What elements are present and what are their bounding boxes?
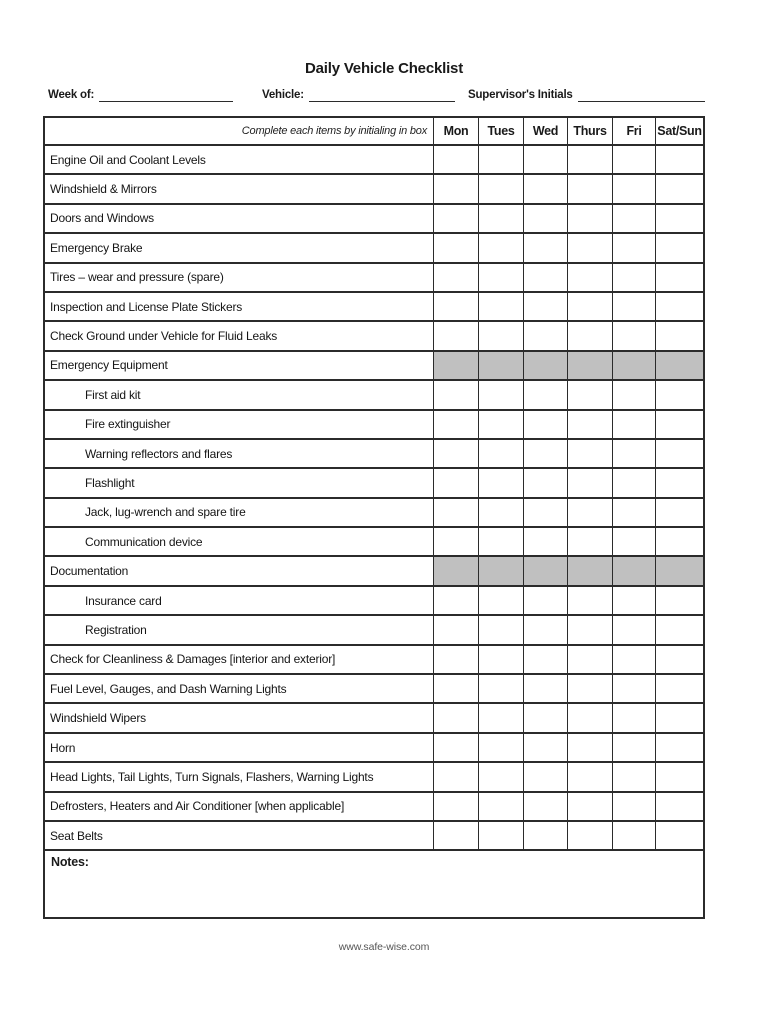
- row-label: Seat Belts: [45, 820, 433, 849]
- initial-box-tues[interactable]: [478, 526, 523, 555]
- initial-box-fri[interactable]: [612, 467, 655, 496]
- category-shaded-cell-thurs: [567, 350, 612, 379]
- initial-box-mon[interactable]: [433, 702, 478, 731]
- row-label: Warning reflectors and flares: [45, 438, 433, 467]
- initial-box-fri[interactable]: [612, 585, 655, 614]
- row-label: Emergency Brake: [45, 232, 433, 261]
- initial-box-sat-sun[interactable]: [655, 291, 703, 320]
- row-label: First aid kit: [45, 379, 433, 408]
- row-label: Flashlight: [45, 467, 433, 496]
- initial-box-mon[interactable]: [433, 379, 478, 408]
- initial-box-wed[interactable]: [523, 232, 567, 261]
- week-of-input[interactable]: [99, 87, 233, 102]
- initial-box-thurs[interactable]: [567, 497, 612, 526]
- initial-box-thurs[interactable]: [567, 203, 612, 232]
- initial-box-wed[interactable]: [523, 262, 567, 291]
- initial-box-wed[interactable]: [523, 732, 567, 761]
- category-shaded-cell-thurs: [567, 555, 612, 584]
- initial-box-thurs[interactable]: [567, 673, 612, 702]
- initial-box-mon[interactable]: [433, 291, 478, 320]
- initial-box-sat-sun[interactable]: [655, 409, 703, 438]
- initial-box-sat-sun[interactable]: [655, 497, 703, 526]
- initial-box-tues[interactable]: [478, 614, 523, 643]
- initial-box-sat-sun[interactable]: [655, 614, 703, 643]
- initial-box-mon[interactable]: [433, 320, 478, 349]
- category-shaded-cell-tues: [478, 350, 523, 379]
- footer-url: www.safe-wise.com: [338, 941, 430, 953]
- field-week-of: [48, 87, 233, 102]
- initial-box-tues[interactable]: [478, 144, 523, 173]
- initial-box-thurs[interactable]: [567, 291, 612, 320]
- initial-box-mon[interactable]: [433, 467, 478, 496]
- initial-box-fri[interactable]: [612, 497, 655, 526]
- initial-box-mon[interactable]: [433, 203, 478, 232]
- initial-box-thurs[interactable]: [567, 262, 612, 291]
- initial-box-mon[interactable]: [433, 497, 478, 526]
- row-label: Check Ground under Vehicle for Fluid Leaks: [45, 320, 433, 349]
- page-title: Daily Vehicle Checklist: [305, 60, 463, 77]
- initial-box-thurs[interactable]: [567, 526, 612, 555]
- day-header-mon: Mon: [433, 118, 478, 144]
- initial-box-thurs[interactable]: [567, 585, 612, 614]
- row-label: Defrosters, Heaters and Air Conditioner [when applicable]: [45, 791, 433, 820]
- initial-box-tues[interactable]: [478, 467, 523, 496]
- row-label: Horn: [45, 732, 433, 761]
- initial-box-wed[interactable]: [523, 702, 567, 731]
- notes-label: Notes:: [51, 855, 89, 870]
- initial-box-thurs[interactable]: [567, 791, 612, 820]
- initial-box-mon[interactable]: [433, 820, 478, 849]
- row-label: Head Lights, Tail Lights, Turn Signals, Flashers, Warning Lights: [45, 761, 433, 790]
- initial-box-wed[interactable]: [523, 526, 567, 555]
- initial-box-tues[interactable]: [478, 173, 523, 202]
- row-label: Communication device: [45, 526, 433, 555]
- initial-box-thurs[interactable]: [567, 702, 612, 731]
- initial-box-wed[interactable]: [523, 203, 567, 232]
- initial-box-fri[interactable]: [612, 820, 655, 849]
- initial-box-tues[interactable]: [478, 320, 523, 349]
- day-header-thurs: Thurs: [567, 118, 612, 144]
- initial-box-wed[interactable]: [523, 409, 567, 438]
- initial-box-tues[interactable]: [478, 761, 523, 790]
- day-header-sat-sun: Sat/Sun: [655, 118, 703, 144]
- initial-box-tues[interactable]: [478, 732, 523, 761]
- supervisor-initials-input[interactable]: [578, 87, 705, 102]
- initial-box-fri[interactable]: [612, 673, 655, 702]
- category-shaded-cell-wed: [523, 555, 567, 584]
- initial-box-tues[interactable]: [478, 673, 523, 702]
- initial-box-fri[interactable]: [612, 144, 655, 173]
- initial-box-sat-sun[interactable]: [655, 173, 703, 202]
- initial-box-fri[interactable]: [612, 262, 655, 291]
- initial-box-wed[interactable]: [523, 673, 567, 702]
- row-label: Windshield Wipers: [45, 702, 433, 731]
- initial-box-wed[interactable]: [523, 467, 567, 496]
- initial-box-fri[interactable]: [612, 791, 655, 820]
- initial-box-fri[interactable]: [612, 291, 655, 320]
- initial-box-tues[interactable]: [478, 438, 523, 467]
- supervisor-initials-label: Supervisor's Initials: [468, 89, 573, 101]
- initial-box-wed[interactable]: [523, 614, 567, 643]
- initial-box-mon[interactable]: [433, 232, 478, 261]
- initial-box-wed[interactable]: [523, 173, 567, 202]
- initial-box-sat-sun[interactable]: [655, 644, 703, 673]
- row-label: Fuel Level, Gauges, and Dash Warning Lights: [45, 673, 433, 702]
- initial-box-fri[interactable]: [612, 438, 655, 467]
- initial-box-wed[interactable]: [523, 791, 567, 820]
- initial-box-sat-sun[interactable]: [655, 438, 703, 467]
- initial-box-fri[interactable]: [612, 644, 655, 673]
- row-label: Tires – wear and pressure (spare): [45, 262, 433, 291]
- initial-box-fri[interactable]: [612, 732, 655, 761]
- notes-area[interactable]: [45, 849, 703, 917]
- row-label: Check for Cleanliness & Damages [interior and exterior]: [45, 644, 433, 673]
- initial-box-mon[interactable]: [433, 732, 478, 761]
- initial-box-sat-sun[interactable]: [655, 732, 703, 761]
- initial-box-thurs[interactable]: [567, 320, 612, 349]
- day-header-wed: Wed: [523, 118, 567, 144]
- initial-box-tues[interactable]: [478, 585, 523, 614]
- initial-box-sat-sun[interactable]: [655, 526, 703, 555]
- initial-box-mon[interactable]: [433, 526, 478, 555]
- initial-box-sat-sun[interactable]: [655, 262, 703, 291]
- row-label: Emergency Equipment: [45, 350, 433, 379]
- initial-box-sat-sun[interactable]: [655, 144, 703, 173]
- initial-box-mon[interactable]: [433, 144, 478, 173]
- initial-box-thurs[interactable]: [567, 820, 612, 849]
- initial-box-fri[interactable]: [612, 761, 655, 790]
- initial-box-wed[interactable]: [523, 820, 567, 849]
- initial-box-tues[interactable]: [478, 232, 523, 261]
- row-label: Insurance card: [45, 585, 433, 614]
- initial-box-tues[interactable]: [478, 262, 523, 291]
- initial-box-mon[interactable]: [433, 644, 478, 673]
- initial-box-wed[interactable]: [523, 320, 567, 349]
- initial-box-wed[interactable]: [523, 497, 567, 526]
- initial-box-sat-sun[interactable]: [655, 467, 703, 496]
- category-shaded-cell-sat-sun: [655, 555, 703, 584]
- initial-box-fri[interactable]: [612, 526, 655, 555]
- initial-box-fri[interactable]: [612, 320, 655, 349]
- category-shaded-cell-tues: [478, 555, 523, 584]
- initial-box-thurs[interactable]: [567, 173, 612, 202]
- initial-box-fri[interactable]: [612, 232, 655, 261]
- category-shaded-cell-mon: [433, 350, 478, 379]
- initial-box-sat-sun[interactable]: [655, 820, 703, 849]
- initial-box-tues[interactable]: [478, 702, 523, 731]
- initial-box-tues[interactable]: [478, 791, 523, 820]
- row-label: Engine Oil and Coolant Levels: [45, 144, 433, 173]
- initial-box-sat-sun[interactable]: [655, 585, 703, 614]
- initial-box-thurs[interactable]: [567, 438, 612, 467]
- initial-box-tues[interactable]: [478, 291, 523, 320]
- initial-box-thurs[interactable]: [567, 467, 612, 496]
- field-vehicle: [262, 87, 455, 102]
- initial-box-sat-sun[interactable]: [655, 320, 703, 349]
- initial-box-tues[interactable]: [478, 409, 523, 438]
- vehicle-input[interactable]: [309, 87, 455, 102]
- row-label: Inspection and License Plate Stickers: [45, 291, 433, 320]
- initial-box-thurs[interactable]: [567, 644, 612, 673]
- header-fields: [0, 87, 768, 105]
- initial-box-thurs[interactable]: [567, 732, 612, 761]
- category-shaded-cell-fri: [612, 350, 655, 379]
- initial-box-sat-sun[interactable]: [655, 203, 703, 232]
- initial-box-mon[interactable]: [433, 585, 478, 614]
- initial-box-fri[interactable]: [612, 614, 655, 643]
- initial-box-tues[interactable]: [478, 497, 523, 526]
- category-shaded-cell-sat-sun: [655, 350, 703, 379]
- initial-box-thurs[interactable]: [567, 761, 612, 790]
- initial-box-mon[interactable]: [433, 173, 478, 202]
- row-label: Documentation: [45, 555, 433, 584]
- initial-box-wed[interactable]: [523, 379, 567, 408]
- initial-box-wed[interactable]: [523, 585, 567, 614]
- checklist-table: [43, 116, 705, 919]
- initial-box-tues[interactable]: [478, 820, 523, 849]
- initial-box-sat-sun[interactable]: [655, 791, 703, 820]
- category-shaded-cell-wed: [523, 350, 567, 379]
- category-shaded-cell-mon: [433, 555, 478, 584]
- initial-box-tues[interactable]: [478, 203, 523, 232]
- initial-box-wed[interactable]: [523, 438, 567, 467]
- row-label: Registration: [45, 614, 433, 643]
- initial-box-tues[interactable]: [478, 379, 523, 408]
- row-label: Jack, lug-wrench and spare tire: [45, 497, 433, 526]
- initial-box-mon[interactable]: [433, 438, 478, 467]
- initial-box-fri[interactable]: [612, 379, 655, 408]
- row-label: Doors and Windows: [45, 203, 433, 232]
- field-supervisor-initials: [468, 87, 705, 102]
- initial-box-thurs[interactable]: [567, 232, 612, 261]
- initial-box-sat-sun[interactable]: [655, 673, 703, 702]
- initial-box-fri[interactable]: [612, 702, 655, 731]
- vehicle-label: Vehicle:: [262, 89, 304, 101]
- category-shaded-cell-fri: [612, 555, 655, 584]
- initial-box-wed[interactable]: [523, 761, 567, 790]
- week-of-label: Week of:: [48, 89, 95, 101]
- initial-box-fri[interactable]: [612, 409, 655, 438]
- initial-box-thurs[interactable]: [567, 379, 612, 408]
- initial-box-mon[interactable]: [433, 614, 478, 643]
- row-label: Windshield & Mirrors: [45, 173, 433, 202]
- initial-box-sat-sun[interactable]: [655, 761, 703, 790]
- table-instruction: Complete each items by initialing in box: [45, 118, 433, 144]
- initial-box-sat-sun[interactable]: [655, 702, 703, 731]
- initial-box-thurs[interactable]: [567, 614, 612, 643]
- initial-box-fri[interactable]: [612, 173, 655, 202]
- initial-box-mon[interactable]: [433, 673, 478, 702]
- initial-box-wed[interactable]: [523, 644, 567, 673]
- initial-box-tues[interactable]: [478, 644, 523, 673]
- row-label: Fire extinguisher: [45, 409, 433, 438]
- initial-box-sat-sun[interactable]: [655, 232, 703, 261]
- initial-box-wed[interactable]: [523, 291, 567, 320]
- day-header-tues: Tues: [478, 118, 523, 144]
- initial-box-mon[interactable]: [433, 791, 478, 820]
- day-header-fri: Fri: [612, 118, 655, 144]
- initial-box-sat-sun[interactable]: [655, 379, 703, 408]
- initial-box-mon[interactable]: [433, 761, 478, 790]
- initial-box-thurs[interactable]: [567, 144, 612, 173]
- initial-box-wed[interactable]: [523, 144, 567, 173]
- initial-box-mon[interactable]: [433, 262, 478, 291]
- initial-box-thurs[interactable]: [567, 409, 612, 438]
- initial-box-fri[interactable]: [612, 203, 655, 232]
- initial-box-mon[interactable]: [433, 409, 478, 438]
